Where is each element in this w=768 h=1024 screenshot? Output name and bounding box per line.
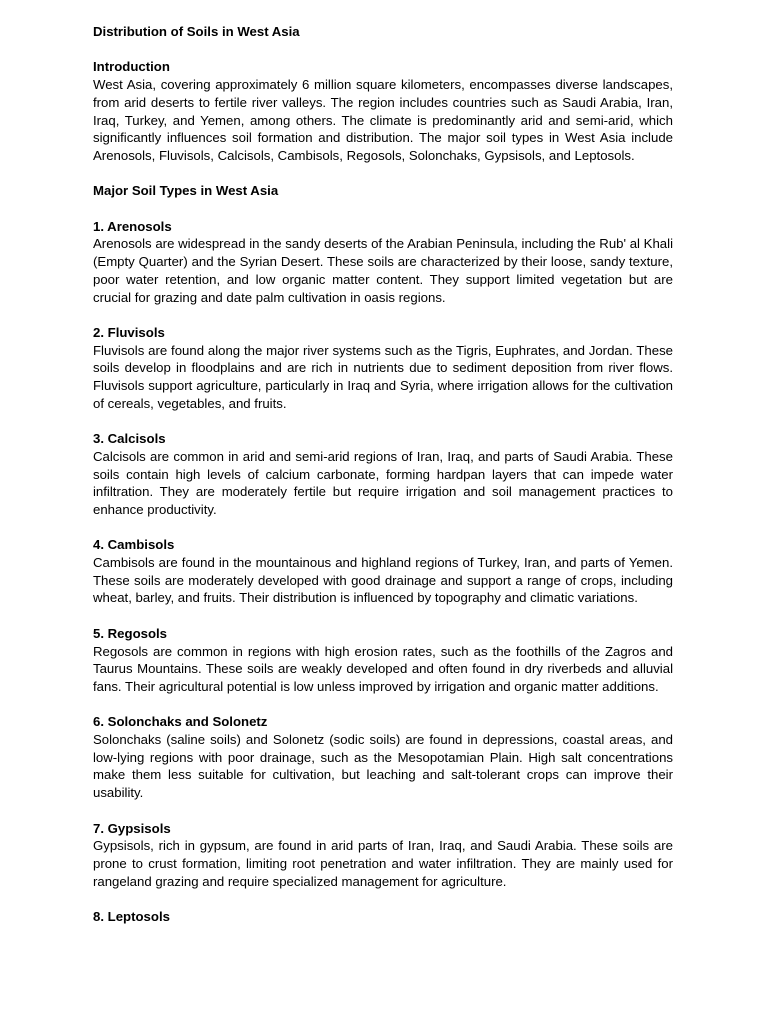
section-heading-gypsisols: 7. Gypsisols bbox=[93, 820, 171, 836]
section-heading-cambisols: 4. Cambisols bbox=[93, 537, 175, 553]
spacer bbox=[93, 200, 673, 218]
section-paragraph-fluvisols: Fluvisols are found along the major river systems such as the Tigris, Euphrates, and Jordan. These soils develop in floodplains and are rich in nutrients due to sediment deposition from river flows. Fluvisols support agriculture, particularly in Iraq and Syria, where irrigation allows for the cultivation of cereals, vegetables, and fruits. bbox=[93, 342, 673, 411]
intro-paragraph: West Asia, covering approximately 6 million square kilometers, encompasses diverse landscapes, from arid deserts to fertile river valleys. The region includes countries such as Saudi Arabia, Iran, Iraq, Turkey, and Yemen, among others. The climate is predominantly arid and semi-arid, which significantly influences soil formation and distribution. The major soil types in West Asia include Arenosols, Fluvisols, Calcisols, Cambisols, Regosols, Solonchaks, Gypsisols, and Leptosols. bbox=[93, 77, 673, 163]
section-heading-solonchaks: 6. Solonchaks and Solonetz bbox=[93, 714, 268, 730]
section-heading-arenosols: 1. Arenosols bbox=[93, 218, 172, 234]
spacer bbox=[93, 519, 673, 537]
spacer bbox=[93, 41, 673, 59]
major-soil-types-heading: Major Soil Types in West Asia bbox=[93, 183, 279, 199]
document-page bbox=[93, 23, 673, 926]
spacer bbox=[93, 306, 673, 324]
section-paragraph-cambisols: Cambisols are found in the mountainous and highland regions of Turkey, Iran, and parts of Yemen. These soils are moderately developed with good drainage and support a range of crops, including wheat, barley, and fruits. Their distribution is influenced by topography and climatic variations. bbox=[93, 555, 673, 606]
section-paragraph-solonchaks: Solonchaks (saline soils) and Solonetz (sodic soils) are found in depressions, coastal areas, and low-lying regions with poor drainage, such as the Mesopotamian Plain. High salt concentrations make them less suitable for cultivation, but leaching and salt-tolerant crops can improve their usability. bbox=[93, 732, 673, 801]
section-paragraph-arenosols: Arenosols are widespread in the sandy deserts of the Arabian Peninsula, including the Rub' al Khali (Empty Quarter) and the Syrian Desert. These soils are characterized by their loose, sandy texture, poor water retention, and low organic matter content. They support limited vegetation but are crucial for grazing and date palm cultivation in oasis regions. bbox=[93, 236, 673, 305]
document-title: Distribution of Soils in West Asia bbox=[93, 24, 300, 39]
section-heading-calcisols: 3. Calcisols bbox=[93, 431, 166, 447]
section-paragraph-calcisols: Calcisols are common in arid and semi-arid regions of Iran, Iraq, and parts of Saudi Arabia. These soils contain high levels of calcium carbonate, forming hardpan layers that can impede water infiltration. They are moderately fertile but require irrigation and soil management practices to enhance productivity. bbox=[93, 448, 673, 517]
section-heading-fluvisols: 2. Fluvisols bbox=[93, 324, 165, 340]
spacer bbox=[93, 802, 673, 820]
spacer bbox=[93, 890, 673, 908]
intro-heading: Introduction bbox=[93, 59, 170, 75]
section-heading-leptosols: 8. Leptosols bbox=[93, 909, 170, 924]
spacer bbox=[93, 165, 673, 183]
spacer bbox=[93, 412, 673, 430]
section-paragraph-regosols: Regosols are common in regions with high erosion rates, such as the foothills of the Zagros and Taurus Mountains. These soils are weakly developed and often found in dry riverbeds and alluvial fans. Their agricultural potential is low unless improved by irrigation and organic matter additions. bbox=[93, 643, 673, 694]
section-heading-regosols: 5. Regosols bbox=[93, 625, 168, 641]
spacer bbox=[93, 607, 673, 625]
section-paragraph-gypsisols: Gypsisols, rich in gypsum, are found in arid parts of Iran, Iraq, and Saudi Arabia. These soils are prone to crust formation, limiting root penetration and water infiltration. They are mainly used for rangeland grazing and require specialized management for agriculture. bbox=[93, 838, 673, 889]
spacer bbox=[93, 696, 673, 714]
